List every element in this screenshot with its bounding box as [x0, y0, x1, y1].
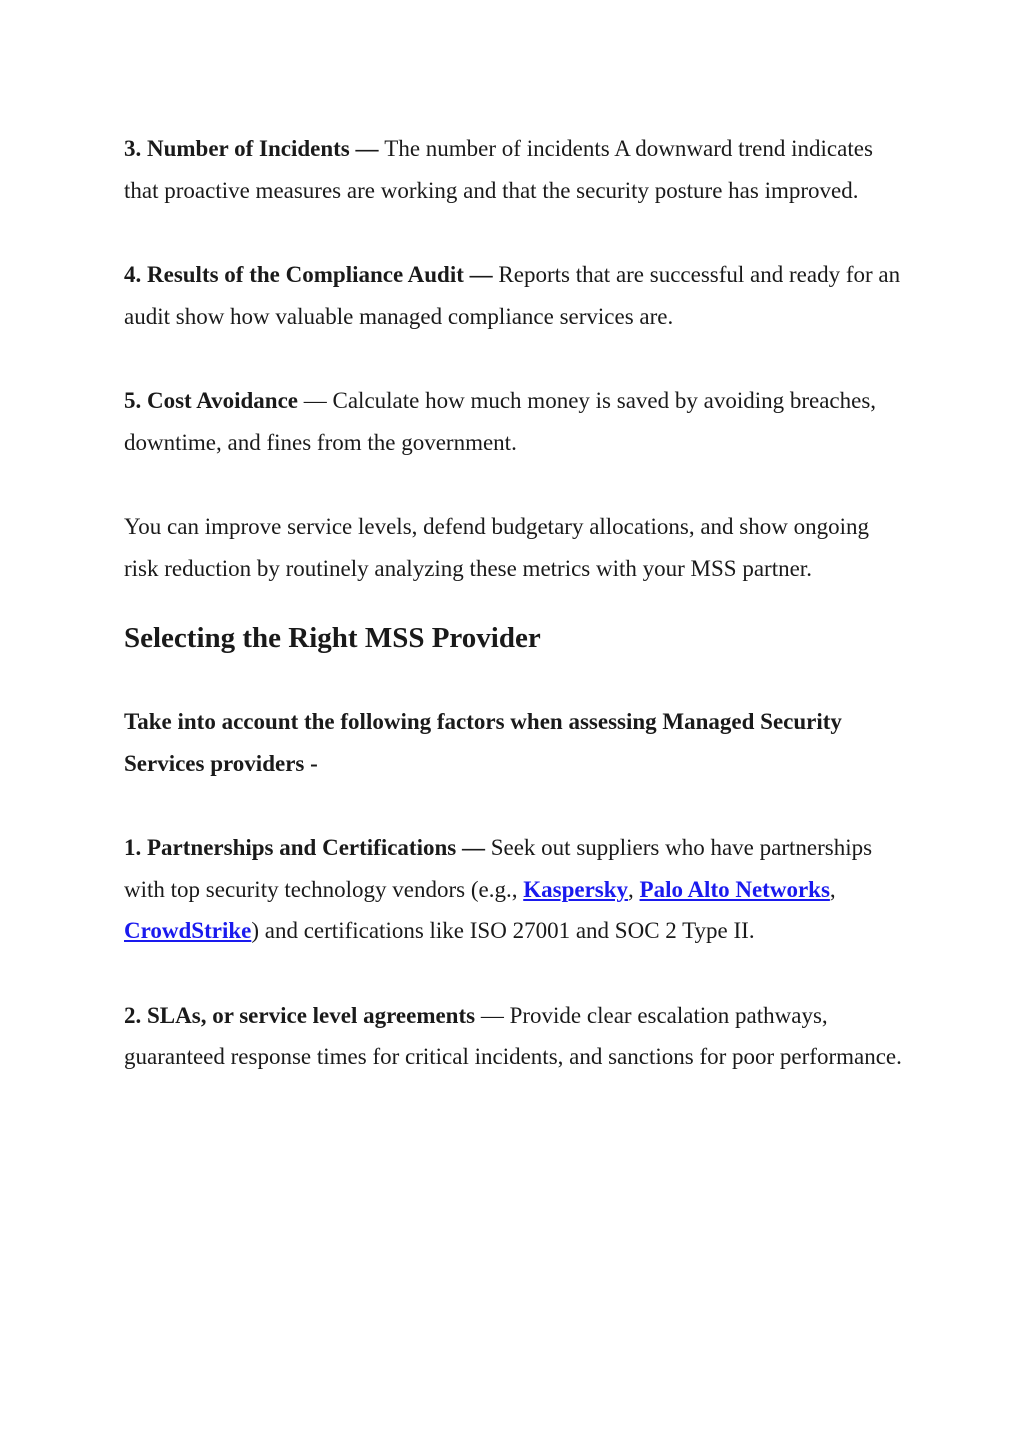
- factor-text-after: ) and certifications like ISO 27001 and SOC 2 Type II.: [251, 918, 755, 943]
- metric-title: 5. Cost Avoidance: [124, 388, 298, 413]
- metric-incidents: [124, 128, 904, 211]
- metric-cost-avoidance: [124, 380, 904, 463]
- palo-alto-networks-link[interactable]: Palo Alto Networks: [639, 876, 830, 902]
- metric-title: 3. Number of Incidents: [124, 136, 350, 161]
- section-heading: Selecting the Right MSS Provider: [124, 622, 541, 654]
- link-separator: ,: [829, 876, 836, 902]
- factor-dash: —: [475, 1002, 510, 1028]
- metric-dash: —: [463, 262, 499, 287]
- kaspersky-link[interactable]: Kaspersky: [523, 876, 629, 902]
- factor-title: 1. Partnerships and Certifications: [124, 835, 457, 860]
- document-page: [124, 128, 904, 1121]
- metric-text: Reports that are successful and ready for an audit show how valuable managed compliance services are.: [124, 262, 901, 329]
- factor-partnerships: [124, 827, 904, 952]
- factor-slas: [124, 995, 904, 1078]
- metric-dash: —: [298, 388, 333, 413]
- metric-title: 4. Results of the Compliance Audit: [124, 262, 464, 287]
- metric-text: The number of incidents A downward trend indicates that proactive measures are working and that the security posture has improved.: [124, 136, 873, 203]
- closing-paragraph: You can improve service levels, defend budgetary allocations, and show ongoing risk reduction by routinely analyzing these metrics with your MSS partner.: [124, 514, 869, 581]
- section-lead: Take into account the following factors when assessing Managed Security Services providers -: [124, 709, 842, 776]
- factor-text-before: Seek out suppliers who have partnerships with top security technology vendors (e.g.,: [124, 835, 873, 902]
- factor-dash: —: [456, 835, 491, 860]
- metric-compliance-audit: [124, 254, 904, 337]
- factor-text: Provide clear escalation pathways, guaranteed response times for critical incidents, and sanctions for poor performance.: [124, 1002, 902, 1069]
- link-separator: ,: [628, 876, 640, 902]
- metric-text: Calculate how much money is saved by avoiding breaches, downtime, and fines from the government.: [124, 388, 877, 455]
- metric-dash: —: [349, 136, 385, 161]
- factor-title: 2. SLAs, or service level agreements: [124, 1002, 476, 1028]
- crowdstrike-link[interactable]: CrowdStrike: [124, 918, 252, 943]
